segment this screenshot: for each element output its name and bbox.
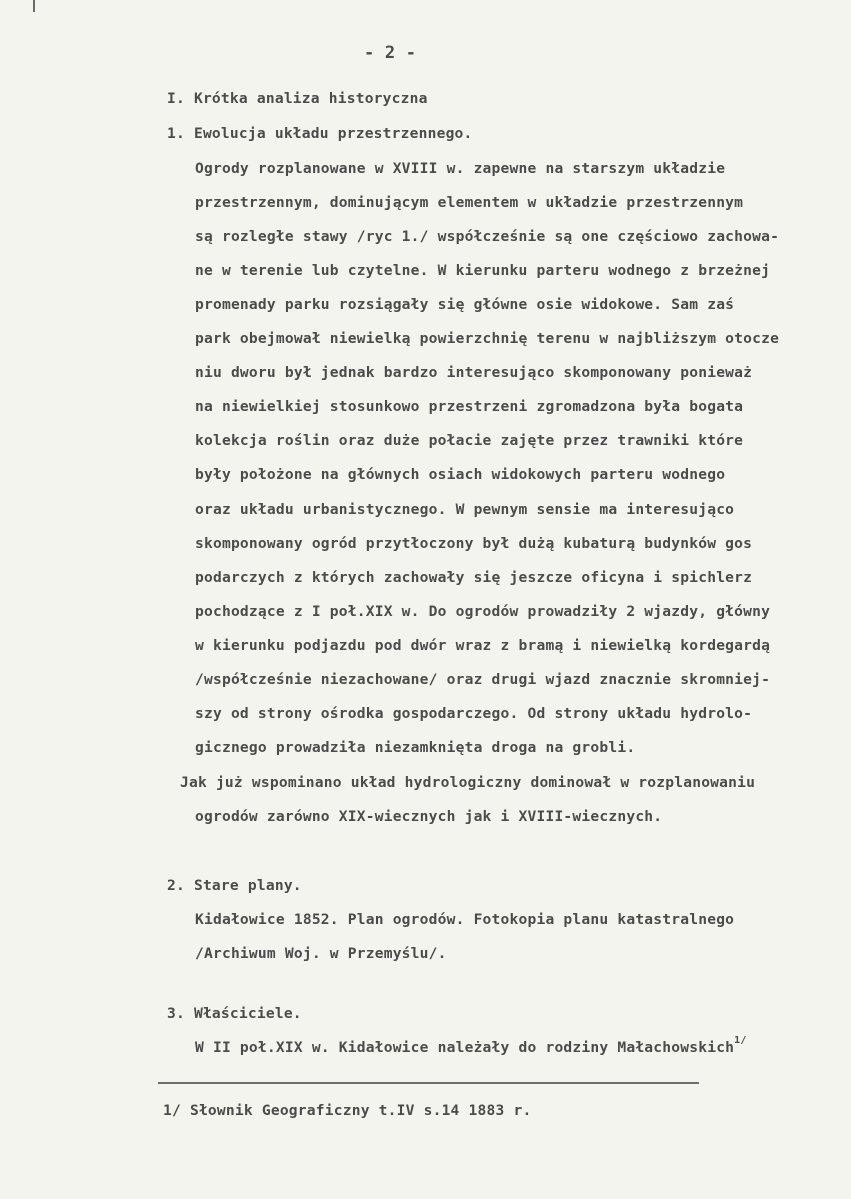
text-line: pochodzące z I poł.XIX w. Do ogrodów prowadziły 2 wjazdy, główny (195, 603, 771, 620)
owners-line (195, 1035, 747, 1056)
text-line: na niewielkiej stosunkowo przestrzeni zgromadzona była bogata (195, 398, 744, 415)
text-line: szy od strony ośrodka gospodarczego. Od strony układu hydrolo- (195, 705, 753, 722)
punch-mark (33, 0, 35, 12)
text-line: przestrzennym, dominującym elementem w układzie przestrzennym (195, 194, 744, 211)
subsection-1-heading: 1. Ewolucja układu przestrzennego. (167, 125, 473, 142)
text-line: Ogrody rozplanowane w XVIII w. zapewne na starszym układzie (195, 160, 726, 177)
text-line: /współcześnie niezachowane/ oraz drugi wjazd znacznie skromniej- (195, 671, 771, 688)
subsection-2-heading: 2. Stare plany. (167, 877, 302, 894)
text-line: Jak już wspominano układ hydrologiczny dominował w rozplanowaniu (180, 774, 756, 791)
text-line: w kierunku podjazdu pod dwór wraz z bramą i niewielką kordegardą (195, 637, 771, 654)
page-number: - 2 - (364, 43, 417, 63)
text-line: promenady parku rozsiągały się główne osie widokowe. Sam zaś (195, 296, 735, 313)
footnote-reference: 1/ (734, 1035, 747, 1046)
text-line: ne w terenie lub czytelne. W kierunku parteru wodnego z brzeżnej (195, 262, 771, 279)
subsection-3-heading: 3. Właściciele. (167, 1005, 302, 1022)
text-line: skomponowany ogród przytłoczony był dużą kubaturą budynków gos (195, 535, 753, 552)
text-line: /Archiwum Woj. w Przemyślu/. (195, 945, 447, 962)
owners-text: W II poł.XIX w. Kidałowice należały do rodziny Małachowskich (195, 1039, 735, 1056)
text-line: podarczych z których zachowały się jeszcze oficyna i spichlerz (195, 569, 753, 586)
text-line: Kidałowice 1852. Plan ogrodów. Fotokopia planu katastralnego (195, 911, 735, 928)
text-line: były położone na głównych osiach widokowych parteru wodnego (195, 466, 726, 483)
footnote: 1/ Słownik Geograficzny t.IV s.14 1883 r. (163, 1102, 532, 1119)
text-line: park obejmował niewielką powierzchnię terenu w najbliższym otocze (195, 330, 780, 347)
text-line: ogrodów zarówno XIX-wiecznych jak i XVIII-wiecznych. (195, 808, 663, 825)
text-line: są rozległe stawy /ryc 1./ współcześnie są one częściowo zachowa- (195, 228, 780, 245)
text-line: niu dworu był jednak bardzo interesująco skomponowany ponieważ (195, 364, 753, 381)
text-line: kolekcja roślin oraz duże połacie zajęte przez trawniki które (195, 432, 744, 449)
footnote-divider (158, 1082, 699, 1084)
text-line: oraz układu urbanistycznego. W pewnym sensie ma interesująco (195, 501, 735, 518)
text-line: gicznego prowadziła niezamknięta droga na grobli. (195, 739, 636, 756)
section-title: I. Krótka analiza historyczna (167, 90, 428, 107)
